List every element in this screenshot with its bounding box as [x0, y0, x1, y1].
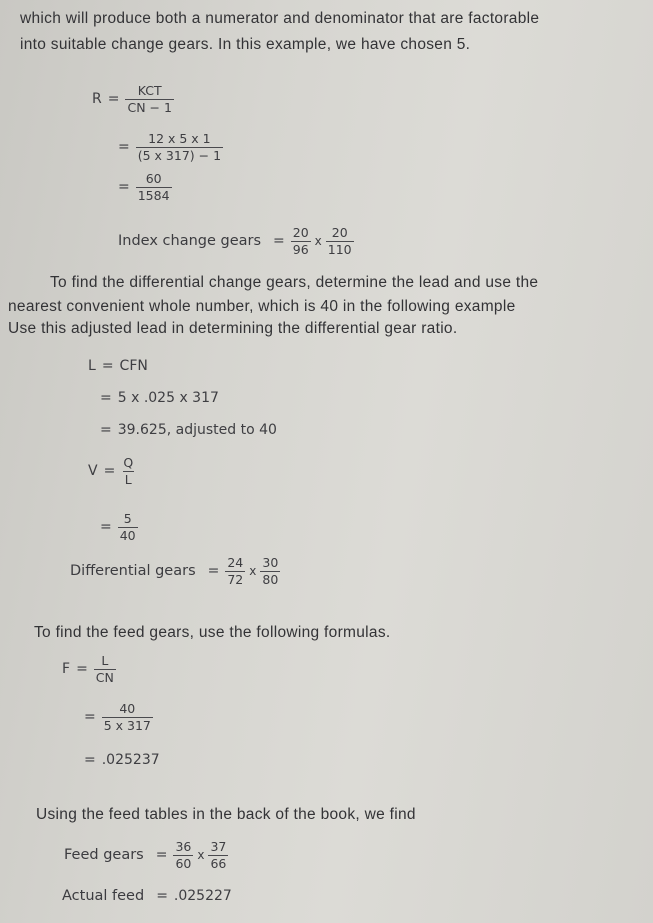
index-gear-2: $\frac{20}{110}$ — [327, 225, 352, 257]
equals-sign: = — [118, 179, 130, 196]
feed-equation-2: = $\frac{40}{5 x 317}$ — [84, 701, 151, 733]
index-gear-1: $\frac{20}{96}$ — [292, 225, 309, 257]
lead-equation-1: L = CFN — [88, 358, 148, 374]
equals-sign: = — [118, 139, 130, 156]
feed-fraction-1: $\frac{L}{CN}$ — [95, 653, 114, 685]
index-equation-step-3 — [112, 172, 172, 203]
feed-fraction-2: $\frac{40}{5 x 317}$ — [103, 701, 151, 733]
ratio-equation-1: V = $\frac{Q}{L}$ — [88, 455, 134, 487]
ratio-fraction-1: $\frac{Q}{L}$ — [123, 455, 134, 487]
index-fraction-2: $\frac{12 x 5 x 1}{(5 x 317) - 1}$ — [137, 131, 222, 163]
diff-gear-1: $\frac{24}{72}$ — [227, 555, 244, 587]
index-change-gears: Index change gears = $\frac{20}{96}$ x $\frac{20}{110}$ — [118, 225, 352, 257]
diff-line-2: nearest convenient whole number, which is 40 in the following example — [8, 298, 516, 315]
equals-sign: = — [107, 91, 120, 108]
index-fraction-1: $\frac{\text{KCT}}{CN - 1}$ — [127, 83, 172, 115]
lead-equation-3: = 39.625, adjusted to 40 — [100, 422, 277, 438]
diff-gear-2: $\frac{30}{80}$ — [262, 555, 279, 587]
ratio-fraction-2: $\frac{5}{40}$ — [119, 511, 136, 543]
diff-line-1: To find the differential change gears, determine the lead and use the — [50, 274, 539, 291]
actual-feed: Actual feed = .025227 — [62, 888, 232, 904]
lead-equation-2: = 5 x .025 x 317 — [100, 390, 219, 406]
intro-line-1: which will produce both a numerator and denominator that are factorable — [20, 10, 540, 27]
feed-gears: Feed gears = $\frac{36}{60}$ x $\frac{37}{66}$ — [64, 839, 227, 871]
differential-gears: Differential gears = $\frac{24}{72}$ x $\frac{30}{80}$ — [70, 555, 279, 587]
feed-gear-1: $\frac{36}{60}$ — [175, 839, 192, 871]
index-fraction-3: $\frac{60}{1584}$ — [137, 171, 170, 203]
feed-gear-2: $\frac{37}{66}$ — [210, 839, 227, 871]
intro-line-2: into suitable change gears. In this example, we have chosen 5. — [20, 36, 471, 53]
index-equation-step-2 — [112, 132, 223, 163]
index-equation-step-1 — [92, 84, 174, 115]
r-symbol: R — [92, 91, 102, 108]
feed-equation-1: F = $\frac{L}{CN}$ — [62, 653, 114, 685]
feed-tables-line: Using the feed tables in the back of the book, we find — [36, 806, 416, 823]
ratio-equation-2: = $\frac{5}{40}$ — [100, 511, 136, 543]
feed-intro-line: To find the feed gears, use the following formulas. — [34, 624, 391, 641]
index-gears-label: Index change gears — [118, 233, 262, 250]
diff-line-3: Use this adjusted lead in determining the differential gear ratio. — [8, 320, 458, 337]
feed-equation-3: = .025237 — [84, 752, 160, 768]
